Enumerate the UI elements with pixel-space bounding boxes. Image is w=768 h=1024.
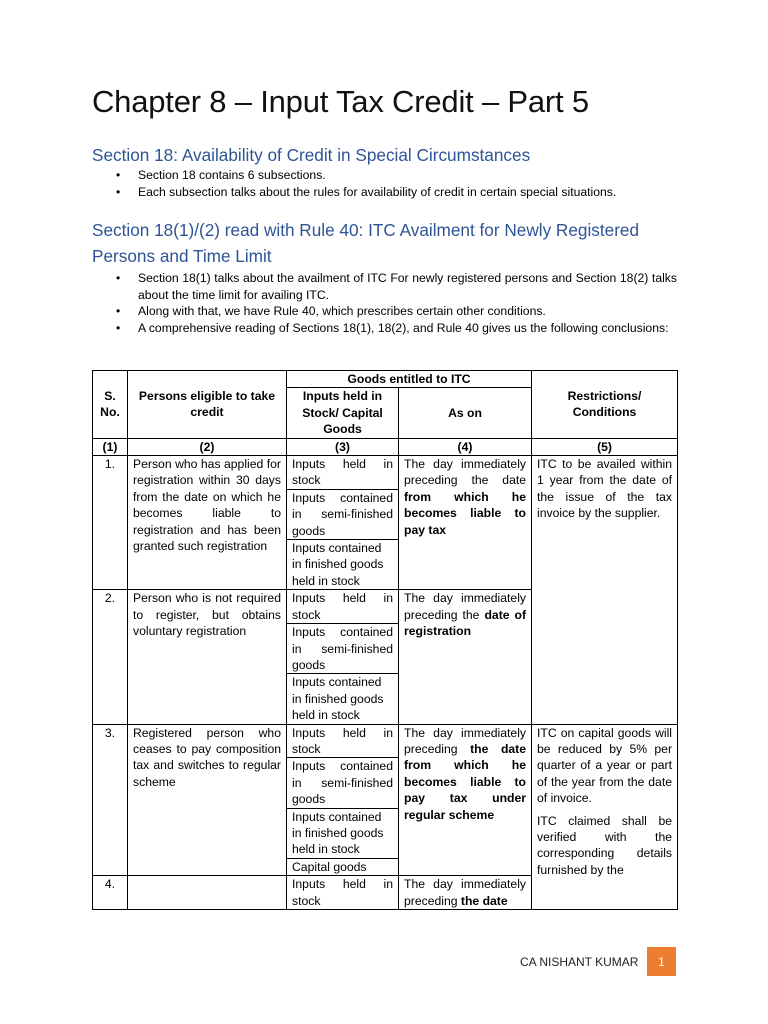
itc-eligibility-table [92, 370, 678, 910]
table-header-row [93, 371, 678, 388]
goods-inputs-stock: Inputs held in stock [287, 876, 399, 910]
table-row [93, 724, 678, 758]
row-sno: 4. [93, 876, 128, 910]
goods-finished: Inputs contained in finished goods held in stock [287, 674, 399, 724]
page-number-badge: 1 [647, 947, 676, 976]
col-number: (5) [532, 438, 678, 455]
section-18-bullet-list [92, 167, 677, 200]
row-restriction: ITC to be availed within 1 year from the date of the issue of the tax invoice by the supplier. [532, 456, 678, 725]
goods-inputs-stock: Inputs held in stock [287, 456, 399, 490]
header-inputs-held: Inputs held in Stock/ Capital Goods [287, 388, 399, 438]
row-sno: 1. [93, 456, 128, 590]
chapter-title: Chapter 8 – Input Tax Credit – Part 5 [92, 84, 589, 119]
section-18-1-2-bullet-list [92, 270, 677, 336]
header-persons: Persons eligible to take credit [128, 371, 287, 439]
header-restrictions: Restrictions/ Conditions [532, 371, 678, 439]
goods-semi-finished: Inputs contained in semi-finished goods [287, 489, 399, 539]
goods-finished: Inputs contained in finished goods held in stock [287, 808, 399, 858]
row-person: Registered person who ceases to pay composition tax and switches to regular scheme [128, 724, 287, 876]
row-person: Person who has applied for registration within 30 days from the date on which he becomes liable to registration and has been granted such registration [128, 456, 287, 590]
goods-semi-finished: Inputs contained in semi-finished goods [287, 758, 399, 808]
row-sno: 2. [93, 590, 128, 724]
goods-semi-finished: Inputs contained in semi-finished goods [287, 624, 399, 674]
section-18-1-2-heading: Section 18(1)/(2) read with Rule 40: ITC Availment for Newly Registered Persons and Time Limit [92, 220, 640, 266]
header-goods-group: Goods entitled to ITC [287, 371, 532, 388]
bullet-item: • Section 18(1) talks about the availment of ITC For newly registered persons and Section 18(2) talks about the time limit for availing ITC. [92, 270, 677, 303]
header-as-on: As on [399, 388, 532, 438]
row-sno: 3. [93, 724, 128, 876]
goods-inputs-stock: Inputs held in stock [287, 590, 399, 624]
col-number: (4) [399, 438, 532, 455]
row-person: Person who is not required to register, but obtains voluntary registration [128, 590, 287, 724]
footer-author: CA NISHANT KUMAR [520, 955, 639, 969]
bullet-item: • Along with that, we have Rule 40, which prescribes certain other conditions. [92, 303, 677, 320]
table-row [93, 456, 678, 490]
row-person [128, 876, 287, 910]
row-as-on: The day immediately preceding the date [399, 876, 532, 910]
row-as-on: The day immediately preceding the date from which he becomes liable to pay tax under regular scheme [399, 724, 532, 876]
goods-capital: Capital goods [287, 858, 399, 875]
goods-finished: Inputs contained in finished goods held in stock [287, 540, 399, 590]
row-as-on: The day immediately preceding the date from which he becomes liable to pay tax [399, 456, 532, 590]
row-as-on: The day immediately preceding the date of registration [399, 590, 532, 724]
col-number: (1) [93, 438, 128, 455]
header-sno: S. No. [93, 371, 128, 439]
goods-inputs-stock: Inputs held in stock [287, 724, 399, 758]
bullet-item: • Each subsection talks about the rules for availability of credit in certain special situations. [92, 184, 677, 201]
bullet-item: • A comprehensive reading of Sections 18(1), 18(2), and Rule 40 gives us the following conclusions: [92, 320, 677, 337]
col-number: (2) [128, 438, 287, 455]
table-column-number-row [93, 438, 678, 455]
section-18-heading: Section 18: Availability of Credit in Special Circumstances [92, 145, 531, 165]
col-number: (3) [287, 438, 399, 455]
row-restriction: ITC on capital goods will be reduced by 5% per quarter of a year or part of the year from the date of invoice. ITC claimed shall be verified with the corresponding details furnished by the [532, 724, 678, 909]
bullet-item: • Section 18 contains 6 subsections. [92, 167, 677, 184]
